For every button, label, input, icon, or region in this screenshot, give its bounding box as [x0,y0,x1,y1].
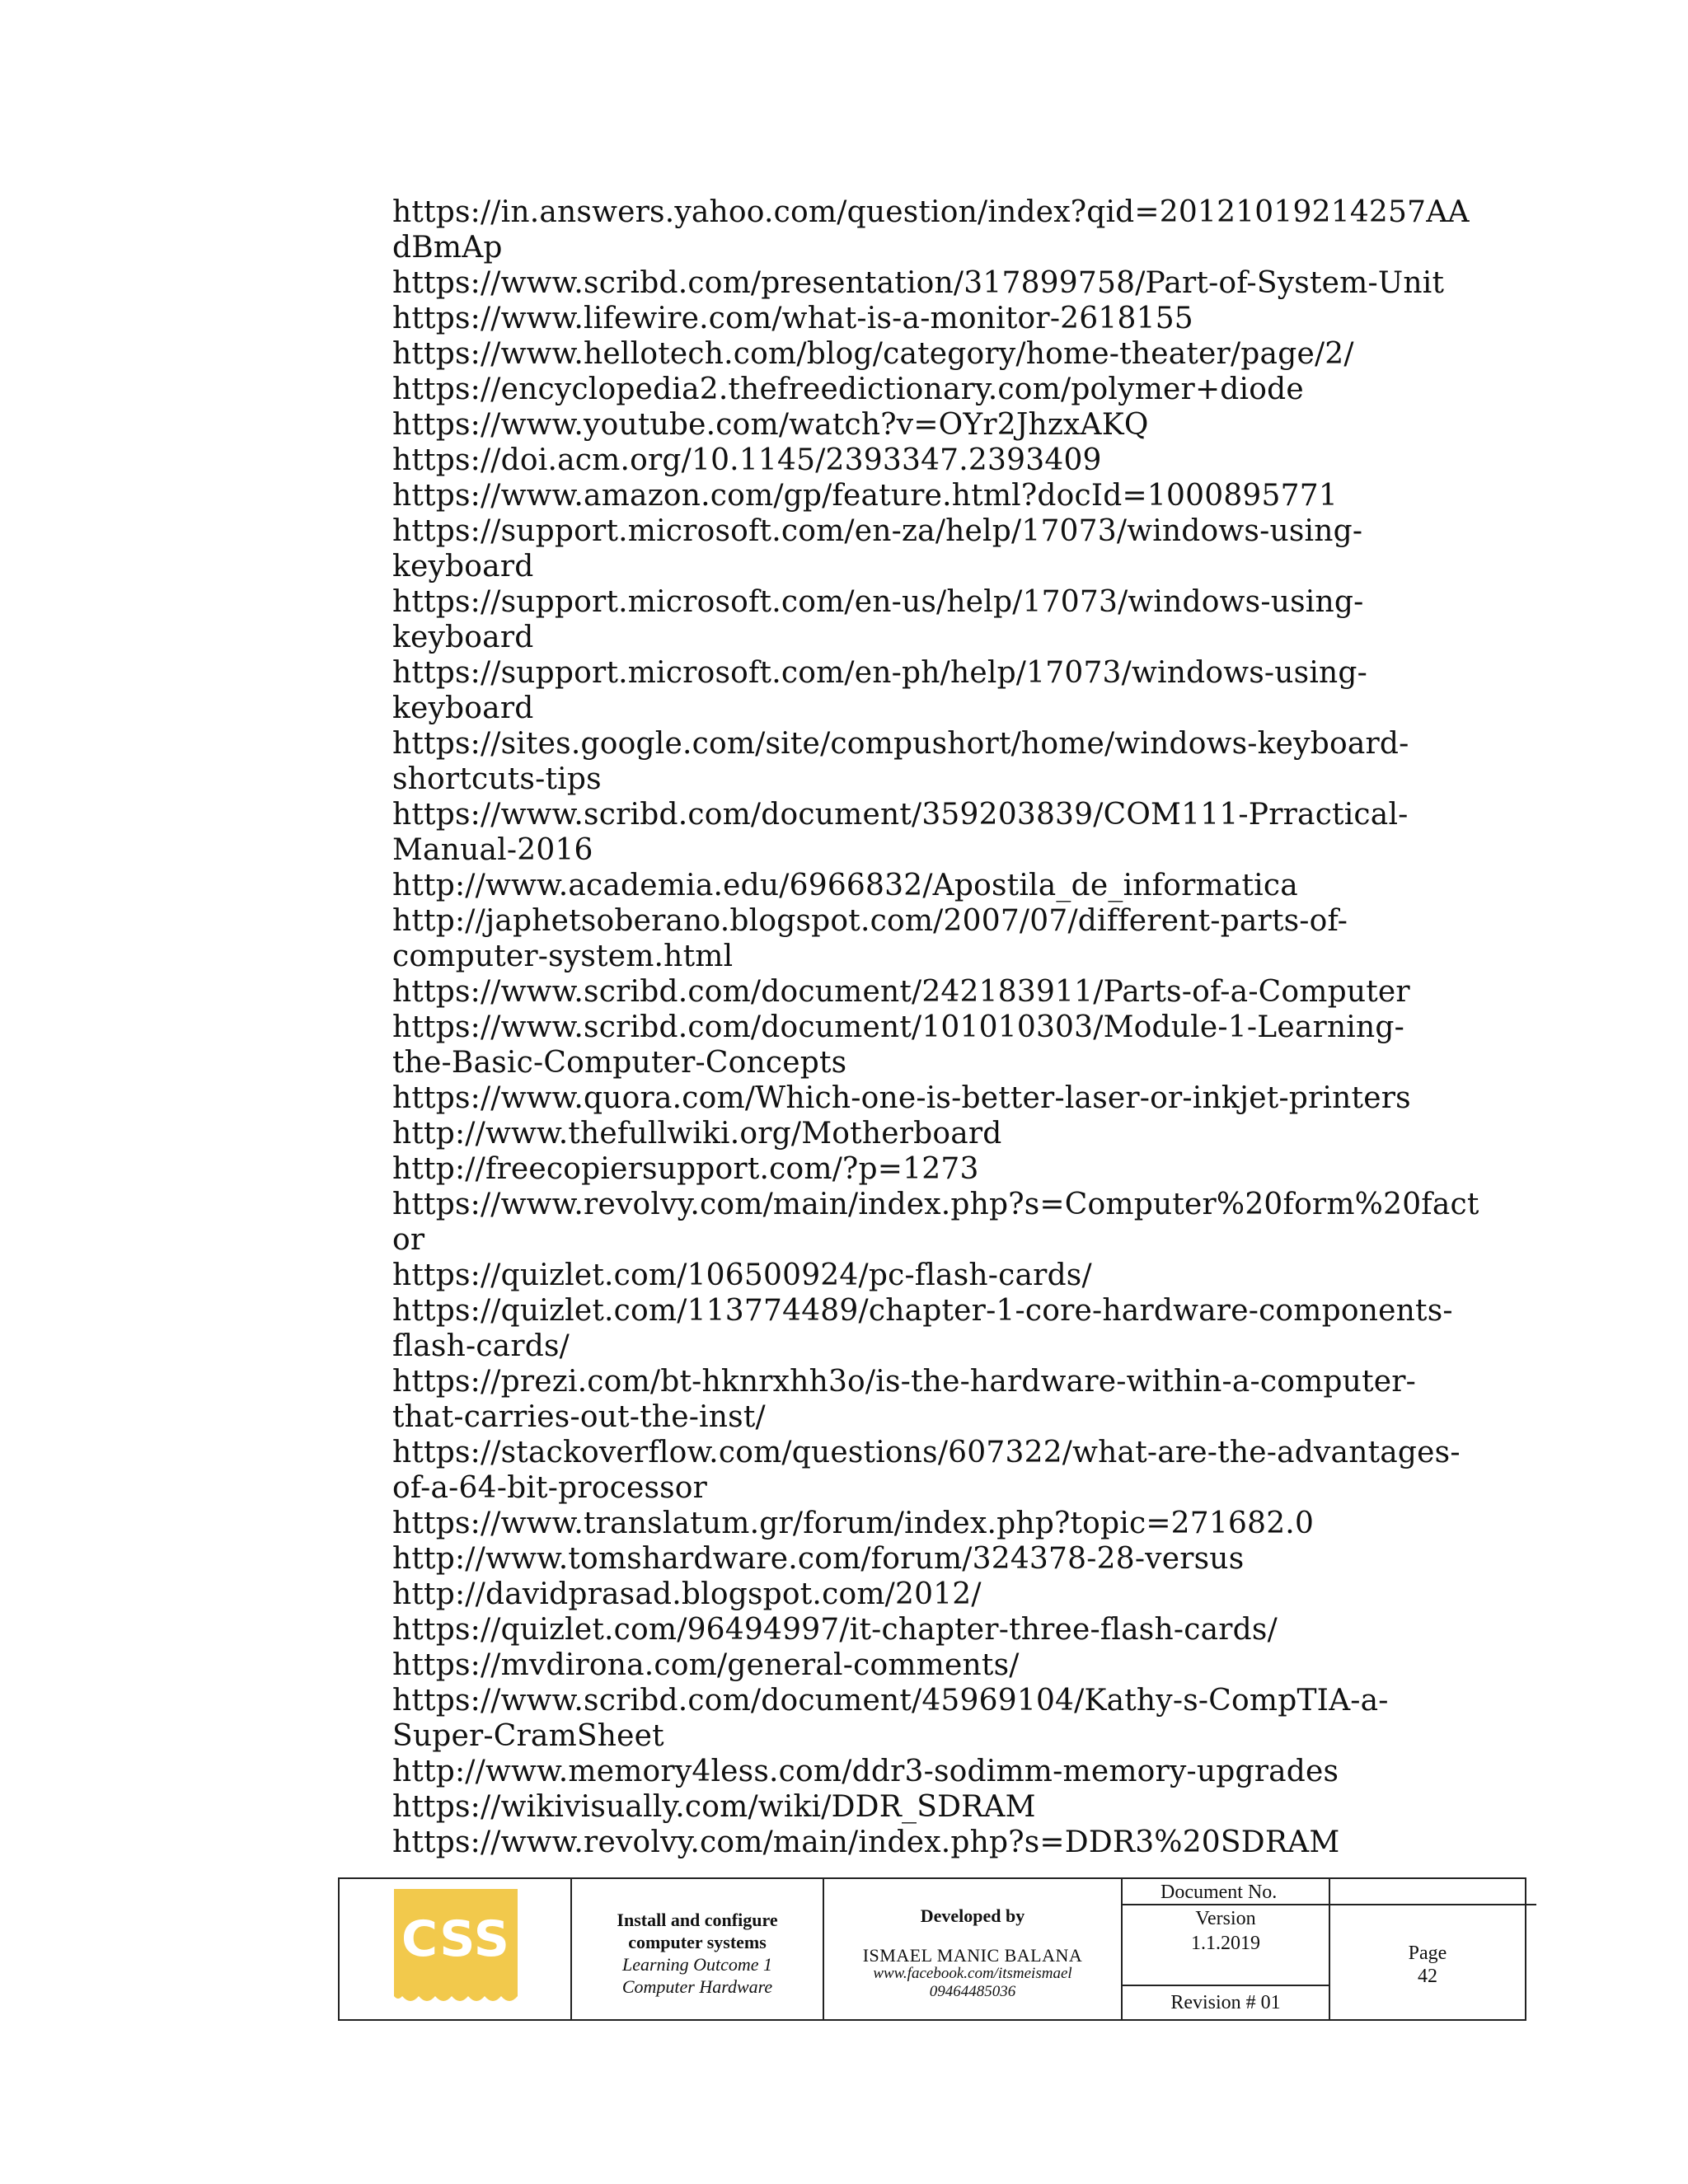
reference-line: Manual-2016 [392,833,593,867]
reference-line: http://japhetsoberano.blogspot.com/2007/07/different-parts-of- [392,904,1348,938]
reference-line: https://support.microsoft.com/en-us/help/17073/windows-using- [392,585,1364,619]
reference-line: https://quizlet.com/113774489/chapter-1-core-hardware-components- [392,1294,1453,1328]
page-cell [1330,1879,1525,2019]
document-info-cell [1123,1879,1330,2019]
logo-text: CSS [401,1910,510,1968]
reference-line: https://www.hellotech.com/blog/category/home-theater/page/2/ [392,337,1354,371]
version-label: Version [1195,1908,1256,1929]
document-number-label: Document No. [1123,1879,1536,1905]
reference-line: http://www.academia.edu/6966832/Apostila_de_informatica [392,869,1298,902]
reference-line: that-carries-out-the-inst/ [392,1400,766,1434]
reference-line: https://www.scribd.com/document/359203839/COM111-Prractical- [392,798,1409,832]
reference-line: dBmAp [392,231,503,265]
reference-line: https://www.youtube.com/watch?v=OYr2JhzxAKQ [392,408,1149,442]
page-label: Page [1408,1943,1447,1964]
reference-line: https://quizlet.com/96494997/it-chapter-three-flash-cards/ [392,1613,1278,1647]
module-title-line2: computer systems [628,1932,767,1952]
module-title-cell [572,1879,824,2019]
reference-line: https://www.lifewire.com/what-is-a-monitor-2618155 [392,302,1193,335]
reference-line: https://support.microsoft.com/en-ph/help/17073/windows-using- [392,656,1368,690]
reference-line: shortcuts-tips [392,762,602,796]
developed-by-label: Developed by [920,1905,1025,1926]
reference-line: keyboard [392,621,534,654]
reference-line: https://www.scribd.com/presentation/317899758/Part-of-System-Unit [392,266,1445,300]
reference-line: https://www.translatum.gr/forum/index.php?topic=271682.0 [392,1507,1315,1540]
reference-line: https://stackoverflow.com/questions/607322/what-are-the-advantages- [392,1436,1461,1469]
reference-line: https://www.scribd.com/document/101010303/Module-1-Learning- [392,1010,1404,1044]
reference-line: keyboard [392,691,534,725]
css-logo [394,1889,518,1996]
developer-name: ISMAEL MANIC BALANA [862,1945,1083,1966]
reference-line: flash-cards/ [392,1329,570,1363]
reference-line: https://prezi.com/bt-hknrxhh3o/is-the-hardware-within-a-computer- [392,1365,1417,1399]
reference-line: keyboard [392,550,534,583]
reference-line: https://www.amazon.com/gp/feature.html?docId=1000895771 [392,479,1338,513]
reference-line: http://www.thefullwiki.org/Motherboard [392,1117,1002,1151]
reference-line: https://www.scribd.com/document/45969104/Kathy-s-CompTIA-a- [392,1684,1389,1718]
reference-line: https://www.quora.com/Which-one-is-better-laser-or-inkjet-printers [392,1081,1411,1115]
reference-line: https://doi.acm.org/10.1145/2393347.2393409 [392,443,1102,477]
reference-line: https://www.revolvy.com/main/index.php?s=DDR3%20SDRAM [392,1825,1340,1859]
reference-list [392,194,1480,1860]
module-title-line1: Install and configure [617,1910,778,1930]
logo-cell [340,1879,572,2019]
reference-line: https://www.scribd.com/document/242183911/Parts-of-a-Computer [392,975,1410,1009]
module-subject: Computer Hardware [621,1976,773,1997]
developer-cell [824,1879,1123,2019]
reference-line: http://www.tomshardware.com/forum/324378-28-versus [392,1542,1245,1576]
developer-phone: 09464485036 [929,1983,1016,2000]
reference-line: https://sites.google.com/site/compushort/home/windows-keyboard- [392,727,1409,761]
reference-line: http://davidprasad.blogspot.com/2012/ [392,1577,982,1611]
reference-line: https://quizlet.com/106500924/pc-flash-cards/ [392,1258,1092,1292]
logo-wave-icon [394,1990,518,2006]
reference-line: https://wikivisually.com/wiki/DDR_SDRAM [392,1790,1036,1824]
reference-line: computer-system.html [392,940,734,973]
reference-line: or [392,1223,425,1257]
reference-line: Super-CramSheet [392,1719,664,1753]
version-value: 1.1.2019 [1191,1933,1260,1954]
reference-line: http://www.memory4less.com/ddr3-sodimm-memory-upgrades [392,1755,1339,1788]
reference-line: http://freecopiersupport.com/?p=1273 [392,1152,979,1186]
reference-line: of-a-64-bit-processor [392,1471,708,1505]
document-footer [338,1877,1526,2021]
revision-number: Revision # 01 [1123,1985,1329,2019]
reference-line: https://www.revolvy.com/main/index.php?s=Computer%20form%20fact [392,1188,1479,1221]
developer-url: www.facebook.com/itsmeismael [873,1965,1072,1982]
page-number: 42 [1418,1966,1437,1987]
reference-line: the-Basic-Computer-Concepts [392,1046,847,1080]
learning-outcome: Learning Outcome 1 [621,1954,773,1975]
reference-line: https://mvdirona.com/general-comments/ [392,1648,1020,1682]
reference-line: https://in.answers.yahoo.com/question/index?qid=20121019214257AA [392,195,1470,229]
reference-line: https://support.microsoft.com/en-za/help/17073/windows-using- [392,514,1363,548]
reference-line: https://encyclopedia2.thefreedictionary.com/polymer+diode [392,373,1304,406]
